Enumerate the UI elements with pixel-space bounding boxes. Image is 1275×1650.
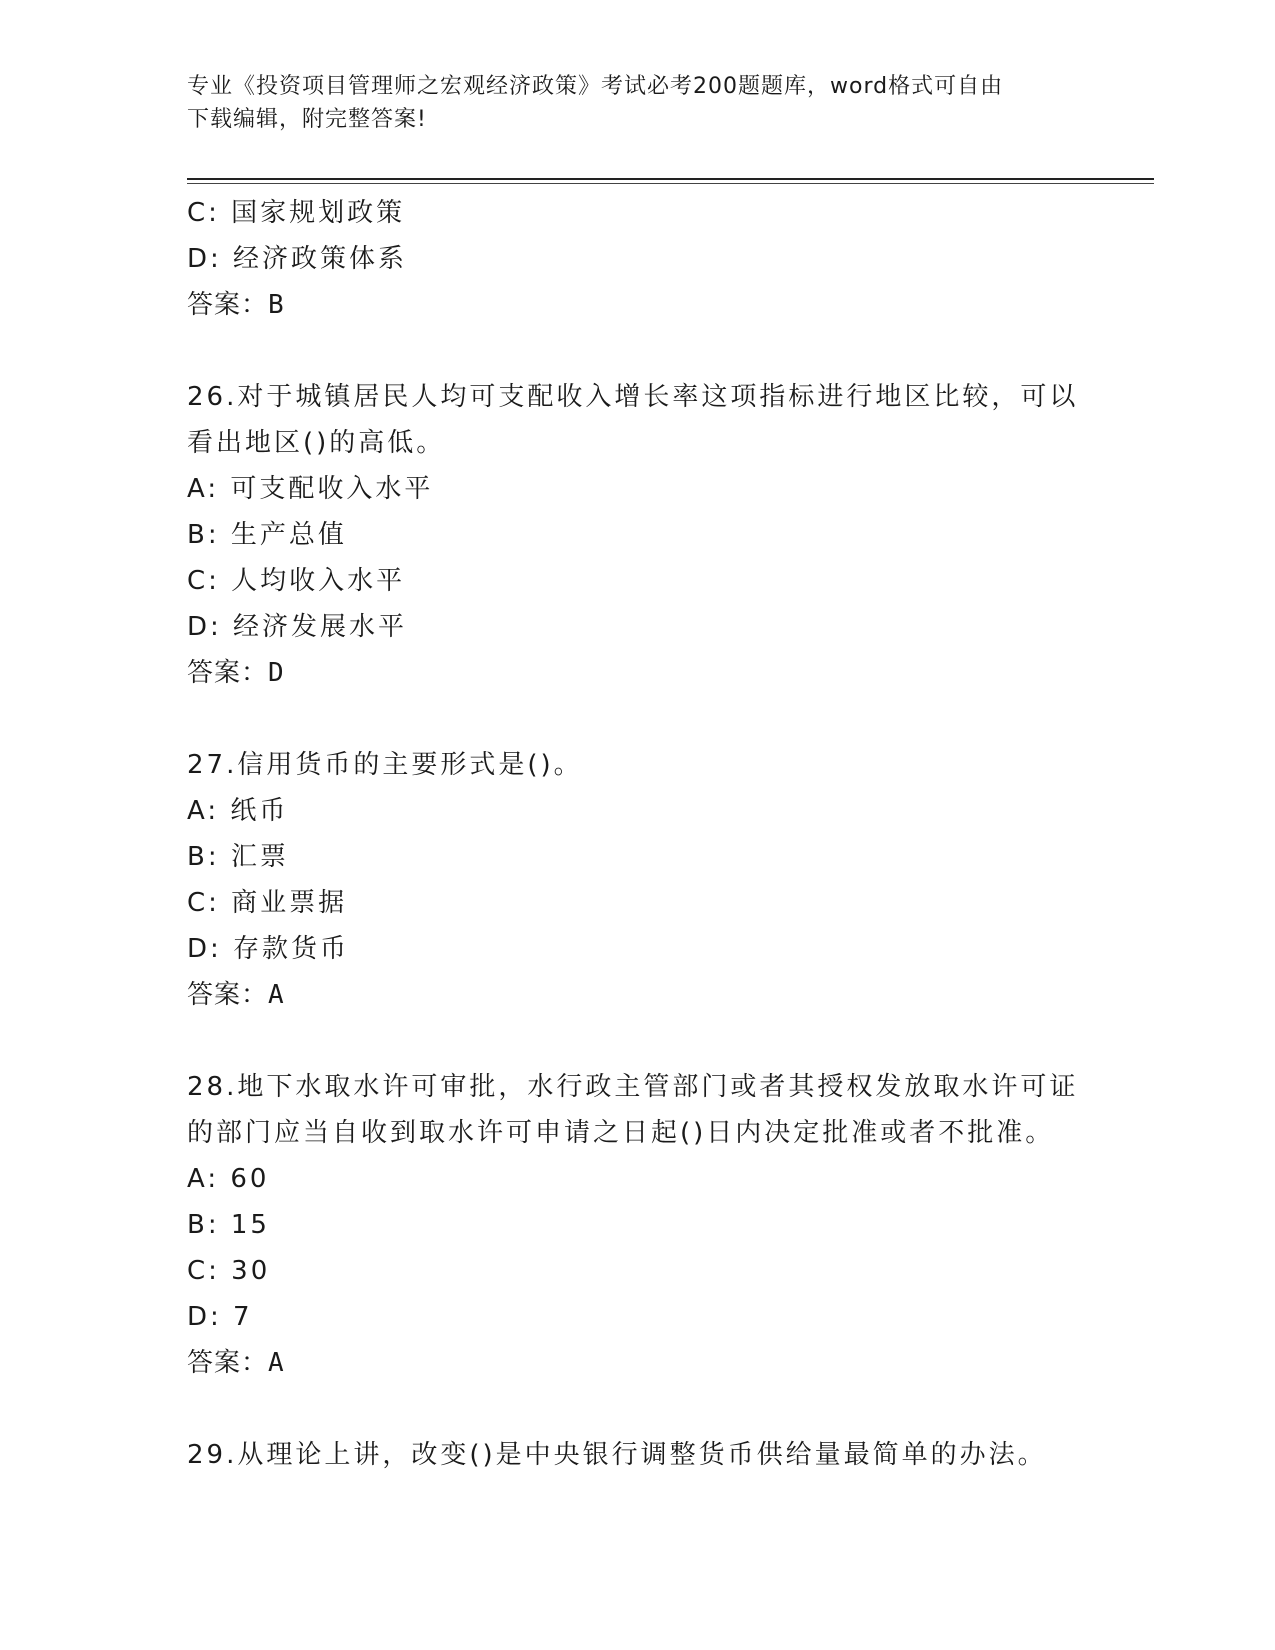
question-29 [187,1432,1087,1478]
question-list [187,190,1087,1478]
question-27 [187,742,1087,1018]
option-d: D: 存款货币 [187,934,350,964]
option-a: A: 可支配收入水平 [187,474,434,504]
option-d: D: 经济发展水平 [187,612,408,642]
answer: 答案：B [187,290,285,320]
header-line-1: 专业《投资项目管理师之宏观经济政策》考试必考200题题库，word格式可自由 [187,74,1004,99]
question-text-line-2: 的部门应当自收到取水许可申请之日起()日内决定批准或者不批准。 [187,1118,1055,1148]
spacer [187,1386,1087,1432]
option-c: C: 国家规划政策 [187,198,406,228]
option-d: D: 经济政策体系 [187,244,408,274]
option-a: A: 纸币 [187,796,289,826]
header-divider-thick [187,178,1154,180]
option-b: B: 汇票 [187,842,289,872]
previous-question-tail [187,190,1087,328]
question-26 [187,374,1087,696]
question-text-line-2: 看出地区()的高低。 [187,428,446,458]
option-b: B: 15 [187,1210,270,1240]
spacer [187,1018,1087,1064]
question-text-line-1: 26.对于城镇居民人均可支配收入增长率这项指标进行地区比较，可以 [187,382,1079,412]
header-line-2: 下载编辑，附完整答案! [187,107,427,132]
header-divider-thin [187,183,1154,184]
answer: 答案：A [187,1348,285,1378]
option-a: A: 60 [187,1164,270,1194]
spacer [187,328,1087,374]
option-c: C: 30 [187,1256,271,1286]
answer: 答案：D [187,658,285,688]
question-text-line-1: 27.信用货币的主要形式是()。 [187,750,583,780]
document-header [187,70,1087,136]
spacer [187,696,1087,742]
option-c: C: 人均收入水平 [187,566,406,596]
answer: 答案：A [187,980,285,1010]
question-text-line-1: 28.地下水取水许可审批，水行政主管部门或者其授权发放取水许可证 [187,1072,1079,1102]
question-28 [187,1064,1087,1386]
option-d: D: 7 [187,1302,253,1332]
option-b: B: 生产总值 [187,520,347,550]
option-c: C: 商业票据 [187,888,348,918]
question-text-line-1: 29.从理论上讲，改变()是中央银行调整货币供给量最简单的办法。 [187,1440,1047,1470]
